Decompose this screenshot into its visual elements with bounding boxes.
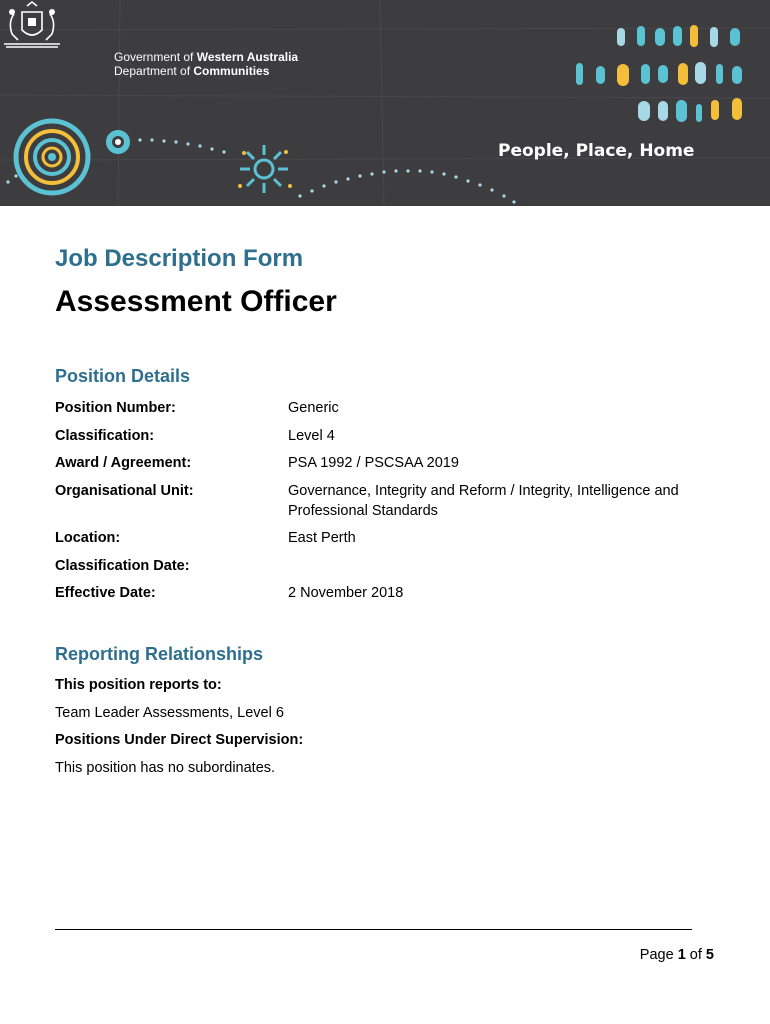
detail-row-position-number <box>55 398 735 418</box>
page-title: Assessment Officer <box>55 285 337 318</box>
detail-value: East Perth <box>288 530 356 546</box>
detail-row-classification <box>55 426 735 446</box>
banner-artwork <box>0 0 770 206</box>
detail-value: Generic <box>288 400 339 416</box>
reports-to-label: This position reports to: <box>55 677 222 693</box>
org-line1-bold: Western Australia <box>196 50 299 64</box>
detail-row-classification-date <box>55 556 735 576</box>
small-circle-art <box>106 130 130 154</box>
detail-label: Location: <box>55 530 121 546</box>
sun-art <box>240 145 288 193</box>
page-number <box>640 947 714 963</box>
organisation-name <box>114 50 298 78</box>
org-line2-bold: Communities <box>193 64 270 78</box>
page-current: 1 <box>677 947 686 963</box>
detail-row-organisational-unit <box>55 481 735 521</box>
org-line2-prefix: Department of <box>114 64 194 78</box>
page-prefix: Page <box>639 947 678 963</box>
detail-label: Classification: <box>55 427 155 444</box>
position-details-heading: Position Details <box>55 366 191 386</box>
org-line-department <box>114 64 298 78</box>
detail-value <box>288 556 728 576</box>
supervision-value: This position has no subordinates. <box>55 759 276 776</box>
detail-label: Classification Date: <box>55 557 190 574</box>
position-details-table <box>55 398 735 611</box>
pill-pattern-art <box>576 25 742 122</box>
detail-value: Governance, Integrity and Reform / Integrity, Intelligence and Professional Standards <box>288 482 679 519</box>
page-total: 5 <box>705 947 714 963</box>
detail-row-effective-date <box>55 583 735 603</box>
detail-row-award <box>55 453 735 473</box>
supervision-label: Positions Under Direct Supervision: <box>55 732 304 748</box>
detail-row-location <box>55 528 735 548</box>
detail-label: Position Number: <box>55 400 176 416</box>
coat-of-arms-icon <box>0 0 64 50</box>
detail-value: PSA 1992 / PSCSAA 2019 <box>288 455 459 471</box>
header-banner <box>0 0 770 206</box>
detail-label: Award / Agreement: <box>55 455 192 471</box>
org-line1-prefix: Government of <box>114 50 197 64</box>
footer-divider <box>55 929 692 930</box>
reporting-relationships-heading: Reporting Relationships <box>55 644 264 664</box>
page-separator: of <box>685 947 706 963</box>
detail-label: Effective Date: <box>55 585 156 601</box>
reporting-relationships <box>55 675 303 785</box>
detail-label: Organisational Unit: <box>55 482 194 499</box>
document-type: Job Description Form <box>55 245 304 272</box>
concentric-circle-art <box>16 121 88 193</box>
reports-to-value: Team Leader Assessments, Level 6 <box>55 704 284 721</box>
org-line-government <box>114 50 298 64</box>
detail-value: 2 November 2018 <box>288 585 404 601</box>
detail-value: Level 4 <box>288 427 335 444</box>
tagline: People, Place, Home <box>498 141 695 161</box>
